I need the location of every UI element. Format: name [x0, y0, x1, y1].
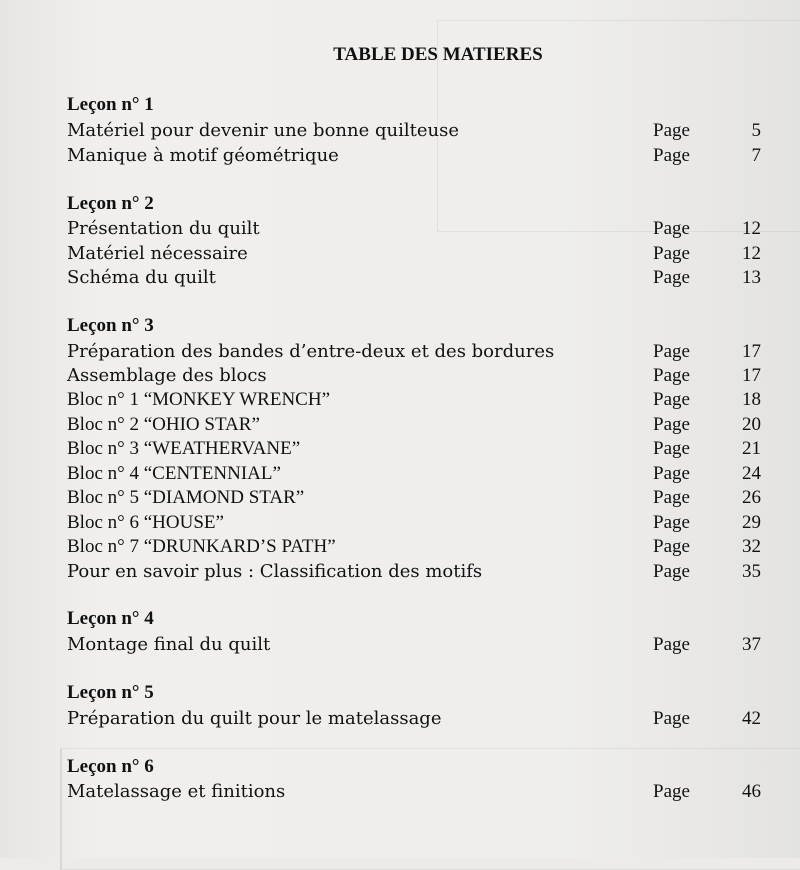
- page-number: 7: [751, 145, 761, 166]
- entry-label: Préparation du quilt pour le matelassage: [67, 708, 442, 729]
- page-word: Page: [653, 389, 690, 410]
- page-number: 35: [742, 561, 761, 582]
- toc-entry[interactable]: [67, 413, 767, 437]
- toc-entry[interactable]: [67, 780, 767, 804]
- page-number: 17: [742, 341, 761, 362]
- entry-label: Bloc n° 2 “OHIO STAR”: [67, 414, 260, 435]
- page-word: Page: [653, 561, 690, 582]
- page-number: 5: [751, 120, 761, 141]
- page-number: 29: [742, 512, 761, 533]
- entry-label: Bloc n° 7 “DRUNKARD’S PATH”: [67, 536, 336, 557]
- toc-entry[interactable]: [67, 144, 767, 168]
- page-word: Page: [653, 267, 690, 288]
- toc-entry[interactable]: [67, 535, 767, 559]
- toc-entry[interactable]: [67, 707, 767, 731]
- page-number: 12: [742, 243, 761, 264]
- page-number: 13: [742, 267, 761, 288]
- page-number: 46: [742, 781, 761, 802]
- page-number: 18: [742, 389, 761, 410]
- toc-entry[interactable]: [67, 217, 767, 241]
- page-number: 37: [742, 634, 761, 655]
- page-number: 26: [742, 487, 761, 508]
- entry-label: Bloc n° 6 “HOUSE”: [67, 512, 224, 533]
- toc-entry[interactable]: [67, 242, 767, 266]
- page-word: Page: [653, 243, 690, 264]
- page-word: Page: [653, 512, 690, 533]
- page-word: Page: [653, 341, 690, 362]
- entry-label: Manique à motif géométrique: [67, 145, 339, 166]
- entry-label: Matériel pour devenir une bonne quilteuse: [67, 120, 459, 141]
- entry-label: Matelassage et finitions: [67, 781, 286, 802]
- page-number: 32: [742, 536, 761, 557]
- page-word: Page: [653, 463, 690, 484]
- page-word: Page: [653, 145, 690, 166]
- entry-label: Bloc n° 3 “WEATHERVANE”: [67, 438, 301, 459]
- page-word: Page: [653, 438, 690, 459]
- page-number: 24: [742, 463, 761, 484]
- page-word: Page: [653, 781, 690, 802]
- toc-entry[interactable]: [67, 511, 767, 535]
- page-word: Page: [653, 414, 690, 435]
- toc-entry[interactable]: [67, 462, 767, 486]
- entry-label: Préparation des bandes d’entre-deux et des bordures: [67, 341, 555, 362]
- toc-entry[interactable]: [67, 119, 767, 143]
- page-number: 42: [742, 708, 761, 729]
- title-row: [0, 44, 800, 66]
- page-word: Page: [653, 634, 690, 655]
- lesson-heading: Leçon n° 1: [67, 94, 154, 115]
- page-title: TABLE DES MATIERES: [333, 44, 543, 65]
- entry-label: Pour en savoir plus : Classification des motifs: [67, 561, 483, 582]
- lesson-heading: Leçon n° 6: [67, 756, 154, 777]
- entry-label: Montage final du quilt: [67, 634, 271, 655]
- entry-label: Bloc n° 4 “CENTENNIAL”: [67, 463, 281, 484]
- page-word: Page: [653, 708, 690, 729]
- toc-entry[interactable]: [67, 388, 767, 412]
- toc-entry[interactable]: [67, 633, 767, 657]
- entry-label: Schéma du quilt: [67, 267, 216, 288]
- entry-label: Matériel nécessaire: [67, 243, 248, 264]
- page-number: 21: [742, 438, 761, 459]
- page-word: Page: [653, 536, 690, 557]
- entry-label: Bloc n° 1 “MONKEY WRENCH”: [67, 389, 331, 410]
- page-word: Page: [653, 365, 690, 386]
- toc-entry[interactable]: [67, 437, 767, 461]
- page-word: Page: [653, 218, 690, 239]
- page-number: 20: [742, 414, 761, 435]
- page-number: 12: [742, 218, 761, 239]
- toc-entry[interactable]: [67, 486, 767, 510]
- lesson-heading: Leçon n° 3: [67, 315, 154, 336]
- toc-entry[interactable]: [67, 266, 767, 290]
- lesson-heading: Leçon n° 2: [67, 193, 154, 214]
- lesson-heading: Leçon n° 5: [67, 682, 154, 703]
- entry-label: Assemblage des blocs: [67, 365, 267, 386]
- lesson-heading: Leçon n° 4: [67, 608, 154, 629]
- bleed-through-frame: [60, 748, 800, 870]
- toc-entry[interactable]: [67, 560, 767, 584]
- page-word: Page: [653, 487, 690, 508]
- entry-label: Présentation du quilt: [67, 218, 260, 239]
- page-number: 17: [742, 365, 761, 386]
- page-word: Page: [653, 120, 690, 141]
- toc-entry[interactable]: [67, 364, 767, 388]
- toc-entry[interactable]: [67, 340, 767, 364]
- entry-label: Bloc n° 5 “DIAMOND STAR”: [67, 487, 305, 508]
